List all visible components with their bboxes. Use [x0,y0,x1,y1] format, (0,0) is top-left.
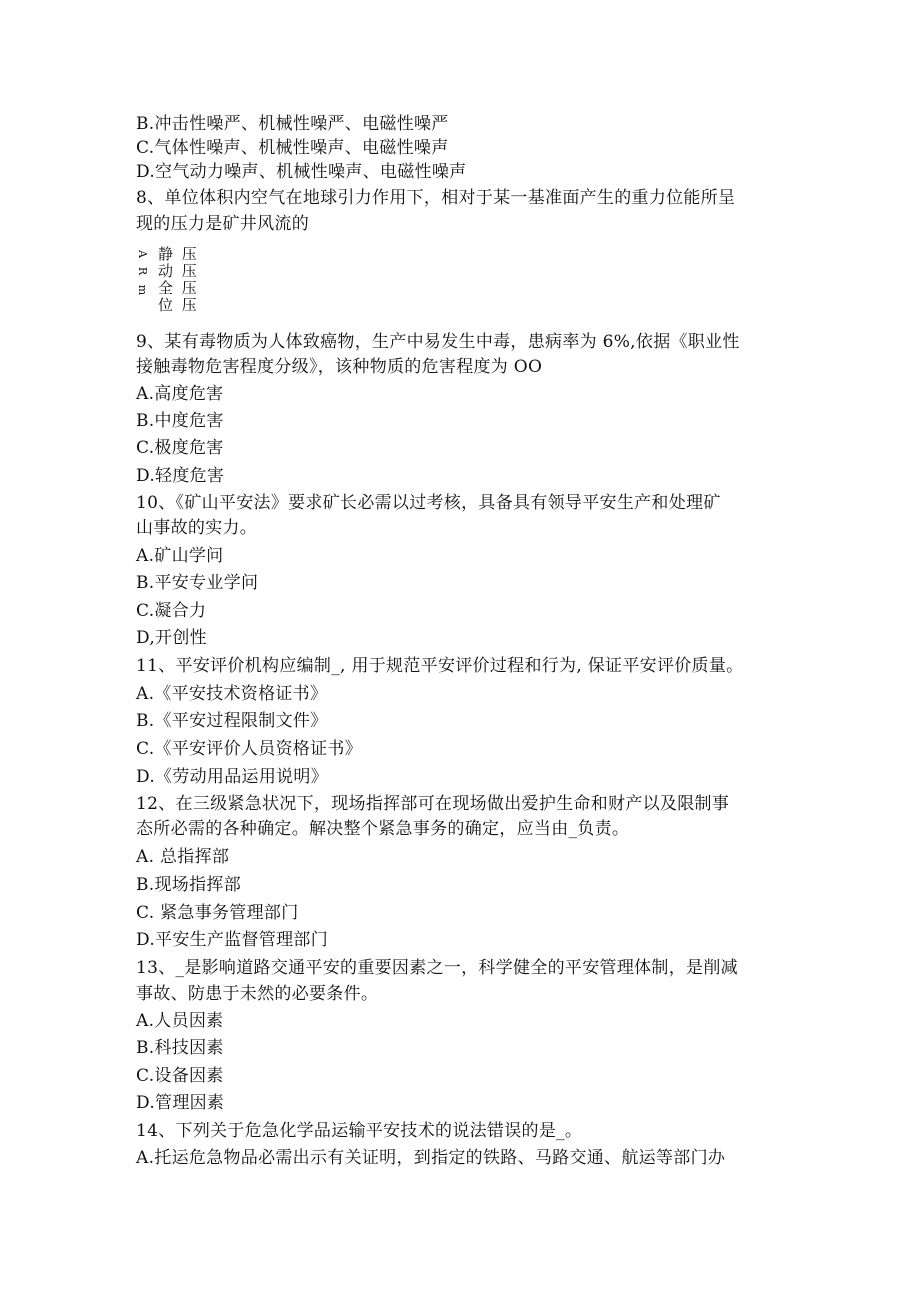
question-line: 11、平安评价机构应编制_, 用于规范平安评价过程和行为, 保证平安评价质量。 [136,656,744,676]
option-line: B.《平安过程限制文件》 [136,711,328,731]
question-line: 接触毒物危害程度分级》，该种物质的危害程度为 OO [136,357,543,377]
option-line: C.极度危害 [136,438,224,458]
question-line: 山事故的实力。 [136,518,258,538]
question-line: 12、在三级紧急状况下，现场指挥部可在现场做出爱护生命和财产以及限制事 [136,794,730,814]
option-line: B.冲击性噪严、机械性噪严、电磁性噪严 [136,114,449,134]
option-line: C.气体性噪声、机械性噪声、电磁性噪声 [136,138,449,158]
question-line: 13、_是影响道路交通平安的重要因素之一，科学健全的平安管理体制，是削减 [136,958,738,978]
question-line: 现的压力是矿井风流的 [136,214,309,234]
option-line: A. 总指挥部 [136,847,230,867]
option-marker: m [136,284,149,296]
option-line: B.平安专业学问 [136,573,259,593]
question-line: 14、下列关于危急化学品运输平安技术的说法错误的是_。 [136,1121,583,1141]
option-line: A.《平安技术资格证书》 [136,684,328,704]
option-text: 位 压 [158,296,199,314]
option-text: 静 压 [158,245,199,263]
option-line: C.设备因素 [136,1066,224,1086]
option-line: B.科技因素 [136,1038,224,1058]
option-line: C. 紧急事务管理部门 [136,903,299,923]
option-text: 动 压 [158,262,199,280]
option-line: D.轻度危害 [136,466,225,486]
option-line: A.人员因素 [136,1011,224,1031]
question-line: 10、《矿山平安法》要求矿长必需以过考核，具备具有领导平安生产和处理矿 [136,493,721,513]
option-line: D.平安生产监督管理部门 [136,930,329,950]
option-line: D.空气动力噪声、机械性噪声、电磁性噪声 [136,162,467,182]
option-line: D.《劳动用品运用说明》 [136,767,329,787]
option-line: B.现场指挥部 [136,875,241,895]
option-line: D.管理因素 [136,1093,225,1113]
option-marker: R [136,266,149,276]
question-line: 事故、防患于未然的必要条件。 [136,984,379,1004]
option-marker: A [136,250,149,258]
option-line: A.托运危急物品必需出示有关证明，到指定的铁路、马路交通、航运等部门办 [136,1148,726,1168]
option-text: 全 压 [158,279,199,297]
question-line: 态所必需的各种确定。解决整个紧急事务的确定，应当由_负责。 [136,819,630,839]
option-line: A.高度危害 [136,384,224,404]
option-line: C.凝合力 [136,601,207,621]
question-line: 8、单位体积内空气在地球引力作用下，相对于某一基准面产生的重力位能所呈 [136,188,736,208]
option-line: B.中度危害 [136,411,224,431]
option-line: A.矿山学问 [136,546,224,566]
question-line: 9、某有毒物质为人体致癌物，生产中易发生中毒，患病率为 6%,依据《职业性 [136,332,740,352]
option-line: D,开创性 [136,628,207,648]
option-line: C.《平安评价人员资格证书》 [136,739,363,759]
